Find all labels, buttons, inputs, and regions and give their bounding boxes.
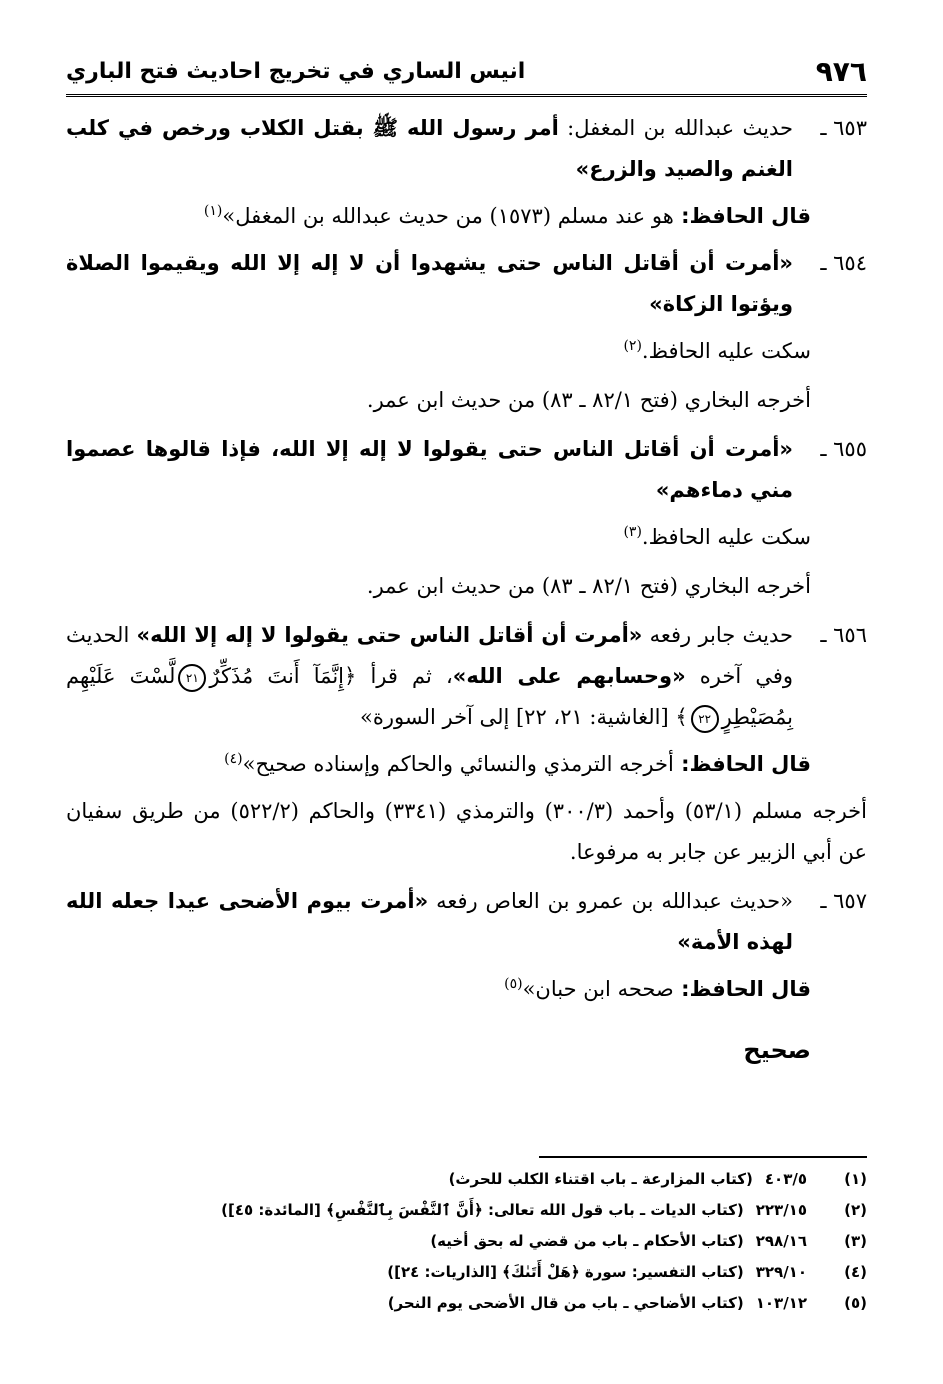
silent-note-655 — [66, 517, 867, 558]
footnote-ref: (١) — [203, 203, 223, 219]
footnote-item — [66, 1226, 867, 1257]
note-text: هو عند مسلم (١٥٧٣) من حديث عبدالله بن المغفل» — [222, 204, 674, 228]
footnote-number: (٣) — [844, 1232, 867, 1250]
hadith-quote-2: «وحسابهم على الله» — [452, 664, 686, 688]
hadith-entry-653 — [66, 108, 867, 190]
page-number: ٩٧٦ — [815, 54, 867, 88]
footnote-ref: (٤) — [224, 751, 243, 767]
entry-tail: [الغاشية: ٢١، ٢٢] إلى آخر السورة» — [360, 705, 676, 729]
footnote-ref: (٥) — [504, 976, 523, 992]
quran-verse-2: لَّسْتَ عَلَيْهِم بِمُصَيْطِرٍ — [66, 664, 793, 729]
entry-number: ٦٥٣ ـ — [820, 116, 867, 140]
footnote-reference: ١٠٣/١٢ — [755, 1294, 807, 1312]
hadith-entry-657 — [66, 881, 867, 963]
entry-number: ٦٥٤ ـ — [820, 251, 867, 275]
footnote-text: (كتاب الديات ـ باب قول الله تعالى: ﴿أَنَّ ٱلنَّفْسَ بِٱلنَّفْسِ﴾ [المائدة: ٤٥]) — [221, 1201, 744, 1219]
footnote-number: (٤) — [844, 1263, 867, 1281]
note-label: قال الحافظ: — [673, 752, 811, 776]
footnote-text: (كتاب الأحكام ـ باب من قضي له بحق أخيه) — [430, 1232, 744, 1250]
note-label: قال الحافظ: — [673, 204, 811, 228]
footnote-item — [66, 1195, 867, 1226]
footnote-reference: ٢٢٣/١٥ — [755, 1201, 807, 1219]
hafiz-note-656 — [66, 744, 867, 785]
note-label: قال الحافظ: — [673, 977, 811, 1001]
footnote-number: (٥) — [844, 1294, 867, 1312]
footnote-text: (كتاب التفسير: سورة ﴿هَلْ أَتَىٰكَ﴾ [الذاريات: ٢٤]) — [387, 1263, 744, 1281]
footnote-reference: ٣٢٩/١٠ — [755, 1263, 807, 1281]
footnote-rule — [539, 1156, 867, 1158]
page-header — [66, 50, 867, 92]
quran-verse-1: ﴿إِنَّمَآ أَنتَ مُذَكِّرٌ — [209, 664, 357, 688]
entry-number: ٦٥٥ ـ — [820, 437, 867, 461]
entry-mid-2: ، ثم قرأ — [356, 664, 453, 688]
entry-text — [66, 615, 793, 738]
footnote-reference: ٢٩٨/١٦ — [755, 1232, 807, 1250]
hadith-quote: أمر رسول الله ﷺ بقتل الكلاب ورخص في كلب الغنم والصيد والزرع» — [66, 116, 793, 181]
entry-number: ٦٥٦ ـ — [820, 623, 867, 647]
ayah-number-marker: ٢١ — [178, 664, 206, 692]
silent-text: سكت عليه الحافظ. — [641, 339, 811, 363]
hafiz-note-653 — [66, 196, 867, 237]
silent-note-654 — [66, 331, 867, 372]
hafiz-note-657 — [66, 969, 867, 1010]
footnote-item — [66, 1164, 867, 1195]
hadith-entry-656 — [66, 615, 867, 738]
footnote-ref: (٣) — [623, 524, 642, 540]
footnotes — [66, 1164, 867, 1319]
entry-text — [66, 881, 793, 963]
hadith-entry-654 — [66, 243, 867, 325]
quran-close-bracket: ﴾ — [675, 705, 688, 729]
hadith-quote: «أمرت بيوم الأضحى عيدا جعله الله لهذه الأمة» — [66, 889, 793, 954]
hadith-quote: «أمرت أن أقاتل الناس حتى يقولوا لا إله إلا الله» — [136, 623, 643, 647]
main-text — [66, 108, 867, 1071]
takhrij-655: أخرجه البخاري (فتح ٨٢/١ ـ ٨٣) من حديث ابن عمر. — [366, 574, 811, 598]
takhrij-654: أخرجه البخاري (فتح ٨٢/١ ـ ٨٣) من حديث ابن عمر. — [366, 388, 811, 412]
entry-intro: حديث جابر رفعه — [642, 623, 793, 647]
hadith-entry-655 — [66, 429, 867, 511]
hadith-quote: «أمرت أن أقاتل الناس حتى يقولوا لا إله إلا الله، فإذا قالوها عصموا مني دماءهم» — [66, 437, 793, 502]
entry-number: ٦٥٧ ـ — [820, 889, 867, 913]
silent-text: سكت عليه الحافظ. — [641, 525, 811, 549]
header-rule — [66, 94, 867, 100]
footnote-number: (٢) — [844, 1201, 867, 1219]
footnote-number: (١) — [844, 1170, 867, 1188]
entry-text — [66, 108, 793, 190]
note-text: أخرجه الترمذي والنسائي والحاكم وإسناده صحيح» — [242, 752, 674, 776]
hadith-quote: «أمرت أن أقاتل الناس حتى يشهدوا أن لا إله إلا الله ويقيموا الصلاة ويؤتوا الزكاة» — [66, 251, 793, 316]
note-text: صححه ابن حبان» — [522, 977, 674, 1001]
footnote-reference: ٤٠٣/٥ — [764, 1170, 807, 1188]
takhrij-656: أخرجه مسلم (٥٣/١) وأحمد (٣٠٠/٣) والترمذي (٣٣٤١) والحاكم (٥٢٢/٢) من طريق سفيان عن أبي الزبير عن جابر به مرفوعا. — [66, 799, 867, 864]
verdict: صحيح — [743, 1036, 811, 1064]
footnote-item — [66, 1257, 867, 1288]
entry-intro: «حديث عبدالله بن عمرو بن العاص رفعه — [428, 889, 793, 913]
footnote-ref: (٢) — [623, 338, 642, 354]
footnote-text: (كتاب المزارعة ـ باب اقتناء الكلب للحرث) — [448, 1170, 753, 1188]
ayah-number-marker: ٢٢ — [691, 705, 719, 733]
running-title: انيس الساري في تخريج احاديث فتح الباري — [66, 58, 526, 84]
footnote-item — [66, 1288, 867, 1319]
footnote-text: (كتاب الأضاحي ـ باب من قال الأضحى يوم النحر) — [387, 1294, 744, 1312]
entry-mid: الحديث وفي آخره — [66, 623, 794, 688]
entry-intro: حديث عبدالله بن المغفل: — [558, 116, 793, 140]
